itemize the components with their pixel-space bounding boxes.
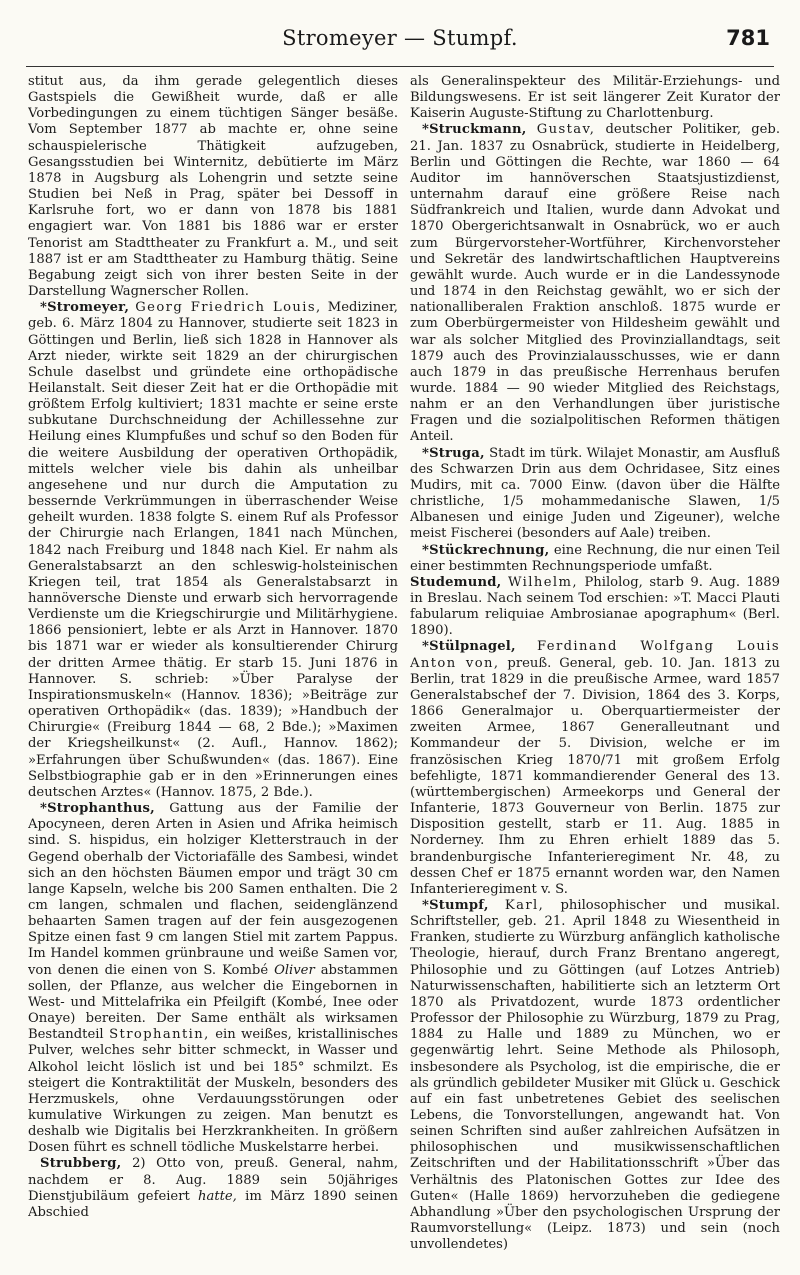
entry-name: Gustav, [536,122,596,138]
entry-name: Wilhelm, [507,574,578,590]
entry-stromeyer [28,300,398,801]
entry-name: Ferdinand Wolfgang Louis Anton von, [410,639,780,671]
entry-italic: hatte, [198,1188,237,1204]
entry-continuation [28,74,398,300]
entry-struga [410,446,780,543]
entry-stueckrechnung [410,543,780,575]
entry-text: ein weißes, kristallinisches Pulver, welches sehr bitter schmeckt, in Wasser und Alkohol leicht löslich ist und bei 185° schmilzt. Es steigert die Kontraktilität der Muskeln, besonders des Herzmuskels, ohne Verdauungsstörungen oder kumulative Wirkungen zu zeigen. Man benutzt es deshalb wie Digitalis bei Herzkrankheiten. In größern Dosen führt es schnell tödliche Muskelstarre herbei. [28,1027,398,1156]
entry-text: Philolog, starb 9. Aug. 1889 in Breslau. Nach seinem Tod erschien: »T. Macci Plauti fabularum reliquiae Ambrosianae apographum« (Berl. 1890). [410,574,780,639]
entry-spaced: Strophantin, [109,1027,210,1043]
entry-stuelpnagel [410,639,780,898]
entry-headword: *Stückrechnung, [422,542,550,558]
right-column [410,74,780,1275]
entry-continuation [410,74,780,122]
entry-text: 2) Otto von, preuß. General, nahm, nachdem er 8. Aug. 1889 sein 50jähriges Dienstjubiläum gefeiert [28,1156,398,1204]
entry-headword: Studemund, [410,574,502,590]
entry-text: stitut aus, da ihm gerade gelegentlich dieses Gastspiels die Gewißheit wurde, daß er alle Vorbedingungen zu einem tüchtigen Sänger besäße. Vom September 1877 ab machte er, ohne seine schauspielerische Thätigkeit aufzugeben, Gesangsstudien bei Winternitz, debütierte im März 1878 in Augsburg als Lohengrin und setzte seine Studien bei Neß in Prag, später bei Dessoff in Karlsruhe fort, wo er dann von 1878 bis 1881 engagiert war. Von 1881 bis 1886 war er erster Tenorist am Stadttheater zu Frankfurt a. M., und seit 1887 ist er am Stadttheater zu Hamburg thätig. Seine Begabung zeigt sich von ihrer besten Seite in der Darstellung Wagnerscher Rollen. [28,74,398,300]
running-title: Stromeyer — Stumpf. [282,26,518,50]
entry-text: Stadt im türk. Wilajet Monastir, am Ausfluß des Schwarzen Drin aus dem Ochridasee, Sitz eines Mudirs, mit ca. 7000 Einw. (davon über die Hälfte christliche, 1/5 mohammedanische Slawen, 1/5 Albanesen und einige Juden und Zigeuner), welche meist Fischerei (besonders auf Aale) treiben. [410,445,780,542]
entry-text: abstammen sollen, der Pflanze, aus welcher die Eingebornen in West- und Mittelafrika ein Pfeilgift (Kombé, Inee oder Onaye) bereiten. Der Same enthält als wirksamen Bestandteil [28,962,398,1043]
entry-italic: Oliver [274,962,315,978]
entry-text: im März 1890 seinen Abschied [28,1188,398,1220]
entry-stumpf [410,898,780,1253]
entry-name: Karl, [504,897,545,913]
entry-name: Georg Friedrich Louis, [135,300,322,316]
page-header [26,18,774,67]
entry-text: philosophischer und musikal. Schriftsteller, geb. 21. April 1848 zu Wiesentheid in Franken, studierte zu Würzburg anfänglich katholische Theologie, hierauf, durch Franz Brentano angeregt, Philosophie und zu Göttingen (auf Lotzes Antrieb) Naturwissenschaften, habilitierte sich an letzterm Ort 1870 als Privatdozent, wurde 1873 ordentlicher Professor der Philosophie zu Würzburg, 1879 zu Prag, 1884 zu Halle und 1889 zu München, wo er gegenwärtig lehrt. Seine Methode als Philosoph, insbesondere als Psycholog, ist die empirische, die er als gründlich gebildeter Musiker mit Glück u. Geschick auf ein fast unbetretenes Gebiet des seelischen Lebens, die Tonvorstellungen, angewandt hat. Von seinen Schriften sind außer zahlreichen Aufsätzen in philosophischen und musikwissenschaftlichen Zeitschriften und der Habilitationsschrift »Über das Verhältnis des Platonischen Gottes zur Idee des Guten« (Halle 1869) hervorzuheben die gediegene Abhandlung »Über den psychologischen Ursprung der Raumvorstellung« (Leipz. 1873) und sein (noch unvollendetes) [410,897,780,1253]
entry-strophanthus [28,801,398,1156]
entry-text: Mediziner, geb. 6. März 1804 zu Hannover, studierte seit 1823 in Göttingen und Berlin, ließ sich 1828 in Hannover als Arzt nieder, wirkte seit 1829 an der chirurgischen Schule daselbst und gründete eine orthopädische Heilanstalt. Seit dieser Zeit hat er die Orthopädie mit größtem Erfolg kultiviert; 1831 machte er seine erste subkutane Durchschneidung der Achillessehne zur Heilung eines Klumpfußes und schuf so den Boden für die weitere Ausbildung der operativen Orthopädik, mittels welcher viele bis dahin als unheilbar angesehene und nur durch die Amputation zu bessernde Verkrümmungen in überraschender Weise geheilt wurden. 1838 folgte S. einem Ruf als Professor der Chirurgie nach Erlangen, 1841 nach München, 1842 nach Freiburg und 1848 nach Kiel. Er nahm als Generalstabsarzt an den schleswig-holsteinischen Kriegen teil, trat 1854 als Generalstabsarzt in hannöversche Dienste und erwarb sich hervorragende Verdienste um die Kriegschirurgie und Militärhygiene. 1866 pensioniert, lebte er als Arzt in Hannover. 1870 bis 1871 war er wieder als konsultierender Chirurg der dritten Armee thätig. Er starb 15. Juni 1876 in Hannover. S. schrieb: »Über Paralyse der Inspirationsmuskeln« (Hannov. 1836); »Beiträge zur operativen Orthopädik« (das. 1839); »Handbuch der Chirurgie« (Freiburg 1844 — 68, 2 Bde.); »Maximen der Kriegsheilkunst« (2. Aufl., Hannov. 1862); »Erfahrungen über Schußwunden« (das. 1867). Eine Selbstbiographie gab er in den »Erinnerungen eines deutschen Arztes« (Hannov. 1875, 2 Bde.). [28,300,398,800]
left-column [28,74,398,1275]
entry-text: eine Rechnung, die nur einen Teil einer bestimmten Rechnungsperiode umfaßt. [410,542,780,574]
entry-text: als Generalinspekteur des Militär-Erziehungs- und Bildungswesens. Er ist seit längerer Zeit Kurator der Kaiserin Auguste-Stiftung zu Charlottenburg. [410,74,780,122]
entry-text: Gattung aus der Familie der Apocyneen, deren Arten in Asien und Afrika heimisch sind. S. hispidus, ein holziger Kletterstrauch in der Gegend oberhalb der Victoriafälle des Sambesi, windet sich an den höchsten Bäumen empor und trägt 30 cm lange Kapseln, welche bis 200 Samen enthalten. Die 2 cm langen, schmalen und flachen, seidenglänzend behaarten Samen tragen auf der fein ausgezogenen Spitze einen fast 9 cm langen Stiel mit zartem Pappus. Im Handel kommen grünbraune und weiße Samen vor, von denen die einen von S. Kombé [28,801,398,978]
entry-headword: *Strophanthus, [40,801,155,817]
entry-headword: *Struckmann, [422,122,527,138]
entry-studemund [410,575,780,640]
entry-struckmann [410,122,780,445]
entry-text: preuß. General, geb. 10. Jan. 1813 zu Berlin, trat 1829 in die preußische Armee, ward 1857 Generalstabschef der 7. Division, 1864 des 3. Korps, 1866 Generalmajor u. Oberquartiermeister der zweiten Armee, 1867 Generalleutnant und Kommandeur der 5. Division, welche er im französischen Krieg 1870/71 mit großem Erfolg befehligte, 1871 kommandierender General des 13. (württembergischen) Armeekorps und General der Infanterie, 1873 Gouverneur von Berlin. 1875 zur Disposition gestellt, starb er 11. Aug. 1885 in Norderney. Ihm zu Ehren erhielt 1889 das 5. brandenburgische Infanterieregiment Nr. 48, zu dessen Chef er 1875 ernannt worden war, den Namen Infanterieregiment v. S. [410,655,780,897]
entry-text: deutscher Politiker, geb. 21. Jan. 1837 zu Osnabrück, studierte in Heidelberg, Berlin und Göttingen die Rechte, war 1860 — 64 Auditor im hannöverschen Staatsjustizdienst, unternahm darauf eine größere Reise nach Südfrankreich und Italien, wurde dann Advokat und 1870 Obergerichtsanwalt in Osnabrück, wo er auch zum Bürgervorsteher-Wortführer, Kirchenvorsteher und Sekretär des landwirtschaftlichen Hauptvereins gewählt wurde. Auch wurde er in die Landessynode und 1874 in den Reichstag gewählt, wo er sich der nationalliberalen Fraktion anschloß. 1875 wurde er zum Oberbürgermeister von Hildesheim gewählt und war als solcher Mitglied des Provinziallandtags, seit 1879 auch des Provinzialausschusses, wie er dann auch 1879 in das preußische Herrenhaus berufen wurde. 1884 — 90 wieder Mitglied des Reichstags, nahm er an den Verhandlungen über juristische Fragen und die sozialpolitischen Reformen thätigen Anteil. [410,122,780,445]
entry-headword: *Stülpnagel, [422,639,516,655]
entry-headword: *Stromeyer, [40,300,130,316]
page-number: 781 [726,26,770,50]
entry-headword: *Stumpf, [422,897,489,913]
entry-headword: *Struga, [422,445,485,461]
entry-headword: Strubberg, [40,1156,122,1172]
entry-strubberg [28,1156,398,1221]
